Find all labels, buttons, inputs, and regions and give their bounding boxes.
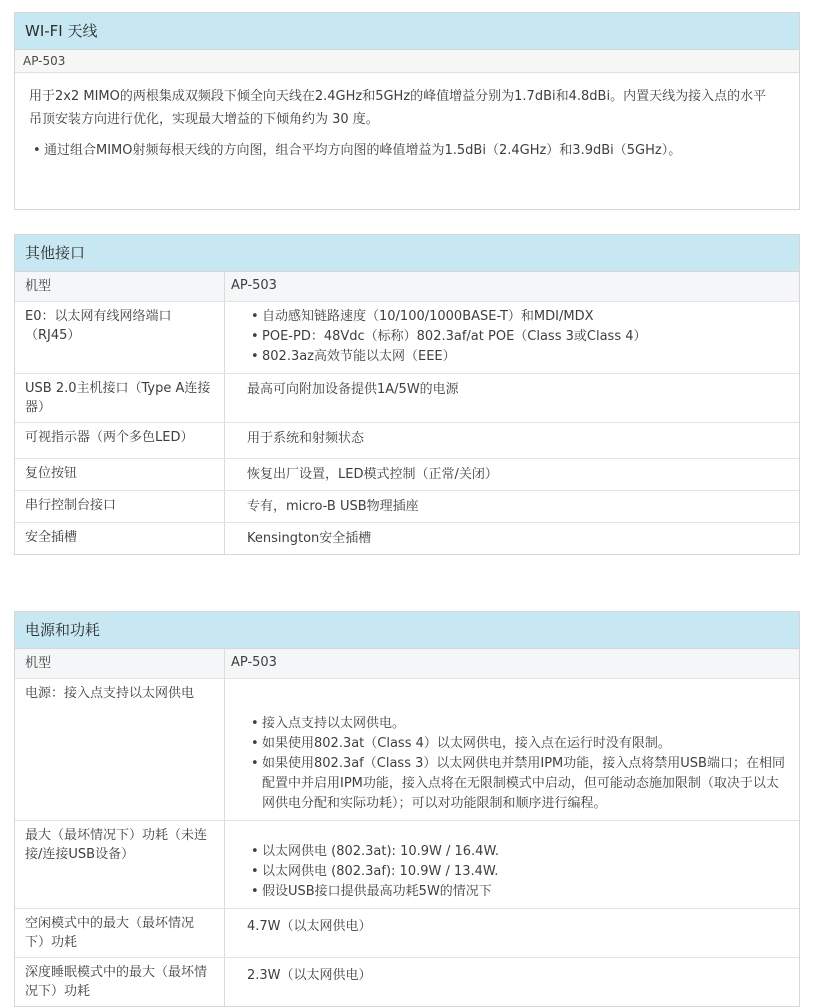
antenna-description xyxy=(15,73,799,209)
table-row-led-indicators xyxy=(15,422,799,458)
spec-bullet-list xyxy=(225,709,799,820)
other-interfaces-section xyxy=(14,234,800,555)
antenna-bullet: • 通过组合MIMO射频每根天线的方向图，组合平均方向图的峰值增益为1.5dBi（2.4GHz）和3.9dBi（5GHz）。 xyxy=(33,140,775,161)
spec-text: 专有，micro-B USB物理插座 xyxy=(247,499,419,514)
spec-label: 电源：接入点支持以太网供电 xyxy=(15,679,225,820)
spec-label: 复位按钮 xyxy=(15,459,225,490)
table-row-security-slot xyxy=(15,522,799,554)
spec-value xyxy=(225,459,799,490)
column-header-label: 机型 xyxy=(15,649,225,678)
spec-bullet-list xyxy=(225,302,799,373)
table-row-usb xyxy=(15,373,799,422)
spec-label: 空闲模式中的最大（最坏情况下）功耗 xyxy=(15,909,225,957)
spec-value xyxy=(225,909,799,942)
column-header-label: 机型 xyxy=(15,272,225,301)
spec-text: 恢复出厂设置，LED模式控制（正常/关闭） xyxy=(247,467,498,482)
model-label-row: AP-503 xyxy=(15,50,799,73)
spec-value xyxy=(225,491,799,522)
spec-bullet: • POE-PD：48Vdc（标称）802.3af/at POE（Class 3或Class 4） xyxy=(251,327,785,347)
column-header-row xyxy=(15,272,799,301)
table-row-power-source xyxy=(15,678,799,820)
table-row-serial-console xyxy=(15,490,799,522)
antenna-bullet-list xyxy=(29,140,775,161)
spec-value xyxy=(225,302,799,373)
column-header-row xyxy=(15,649,799,678)
spec-label: 安全插槽 xyxy=(15,523,225,554)
spec-bullet: • 802.3az高效节能以太网（EEE） xyxy=(251,347,785,367)
spec-label: 可视指示器（两个多色LED） xyxy=(15,423,225,458)
wifi-antenna-section xyxy=(14,12,800,210)
spec-bullet: • 自动感知链路速度（10/100/1000BASE-T）和MDI/MDX xyxy=(251,307,785,327)
spec-value xyxy=(225,958,799,991)
table-row-max-consumption xyxy=(15,820,799,908)
column-header-value xyxy=(225,649,799,676)
section-header-wifi-antenna: WI-FI 天线 xyxy=(15,13,799,50)
table-row-deepsleep-consumption xyxy=(15,957,799,1006)
spec-label: E0：以太网有线网络端口（RJ45） xyxy=(15,302,225,373)
antenna-paragraph: 用于2x2 MIMO的两根集成双频段下倾全向天线在2.4GHz和5GHz的峰值增益分别为1.7dBi和4.8dBi。内置天线为接入点的水平吊顶安装方向进行优化，实现最大增益的下倾角约为 30 度。 xyxy=(29,89,767,127)
spec-bullet-list xyxy=(225,837,799,908)
spec-text: Kensington安全插槽 xyxy=(247,531,372,546)
spec-label: 最大（最坏情况下）功耗（未连接/连接USB设备） xyxy=(15,821,225,908)
spec-bullet: • 以太网供电 (802.3af): 10.9W / 13.4W. xyxy=(251,862,785,882)
spec-value xyxy=(225,374,799,405)
spec-bullet: • 假设USB接口提供最高功耗5W的情况下 xyxy=(251,882,785,902)
table-row-ethernet-port xyxy=(15,301,799,373)
spec-bullet: • 接入点支持以太网供电。 xyxy=(251,714,785,734)
model-value: AP-503 xyxy=(231,655,277,670)
spec-bullet: • 以太网供电 (802.3at): 10.9W / 16.4W. xyxy=(251,842,785,862)
spec-label: 深度睡眠模式中的最大（最坏情况下）功耗 xyxy=(15,958,225,1006)
spec-value xyxy=(225,423,799,454)
spec-text: 2.3W（以太网供电） xyxy=(247,968,372,983)
column-header-value xyxy=(225,272,799,299)
spec-value xyxy=(225,821,799,908)
section-header-power: 电源和功耗 xyxy=(15,612,799,649)
power-consumption-section xyxy=(14,611,800,1007)
spec-text: 用于系统和射频状态 xyxy=(247,431,365,446)
spec-text: 最高可向附加设备提供1A/5W的电源 xyxy=(247,382,459,397)
model-value: AP-503 xyxy=(231,278,277,293)
spec-bullet: • 如果使用802.3af（Class 3）以太网供电并禁用IPM功能，接入点将禁用USB端口；在相同配置中并启用IPM功能，接入点将在无限制模式中启动，但可能动态施加限制（取决于以太网供电分配和实际功耗）；可以对功能限制和顺序进行编程。 xyxy=(251,754,785,814)
spec-bullet: • 如果使用802.3at（Class 4）以太网供电，接入点在运行时没有限制。 xyxy=(251,734,785,754)
table-row-reset-button xyxy=(15,458,799,490)
spec-text: 4.7W（以太网供电） xyxy=(247,919,372,934)
section-header-other-interfaces: 其他接口 xyxy=(15,235,799,272)
spec-value xyxy=(225,523,799,554)
spec-label: USB 2.0主机接口（Type A连接器） xyxy=(15,374,225,422)
spec-label: 串行控制台接口 xyxy=(15,491,225,522)
spec-value xyxy=(225,679,799,820)
